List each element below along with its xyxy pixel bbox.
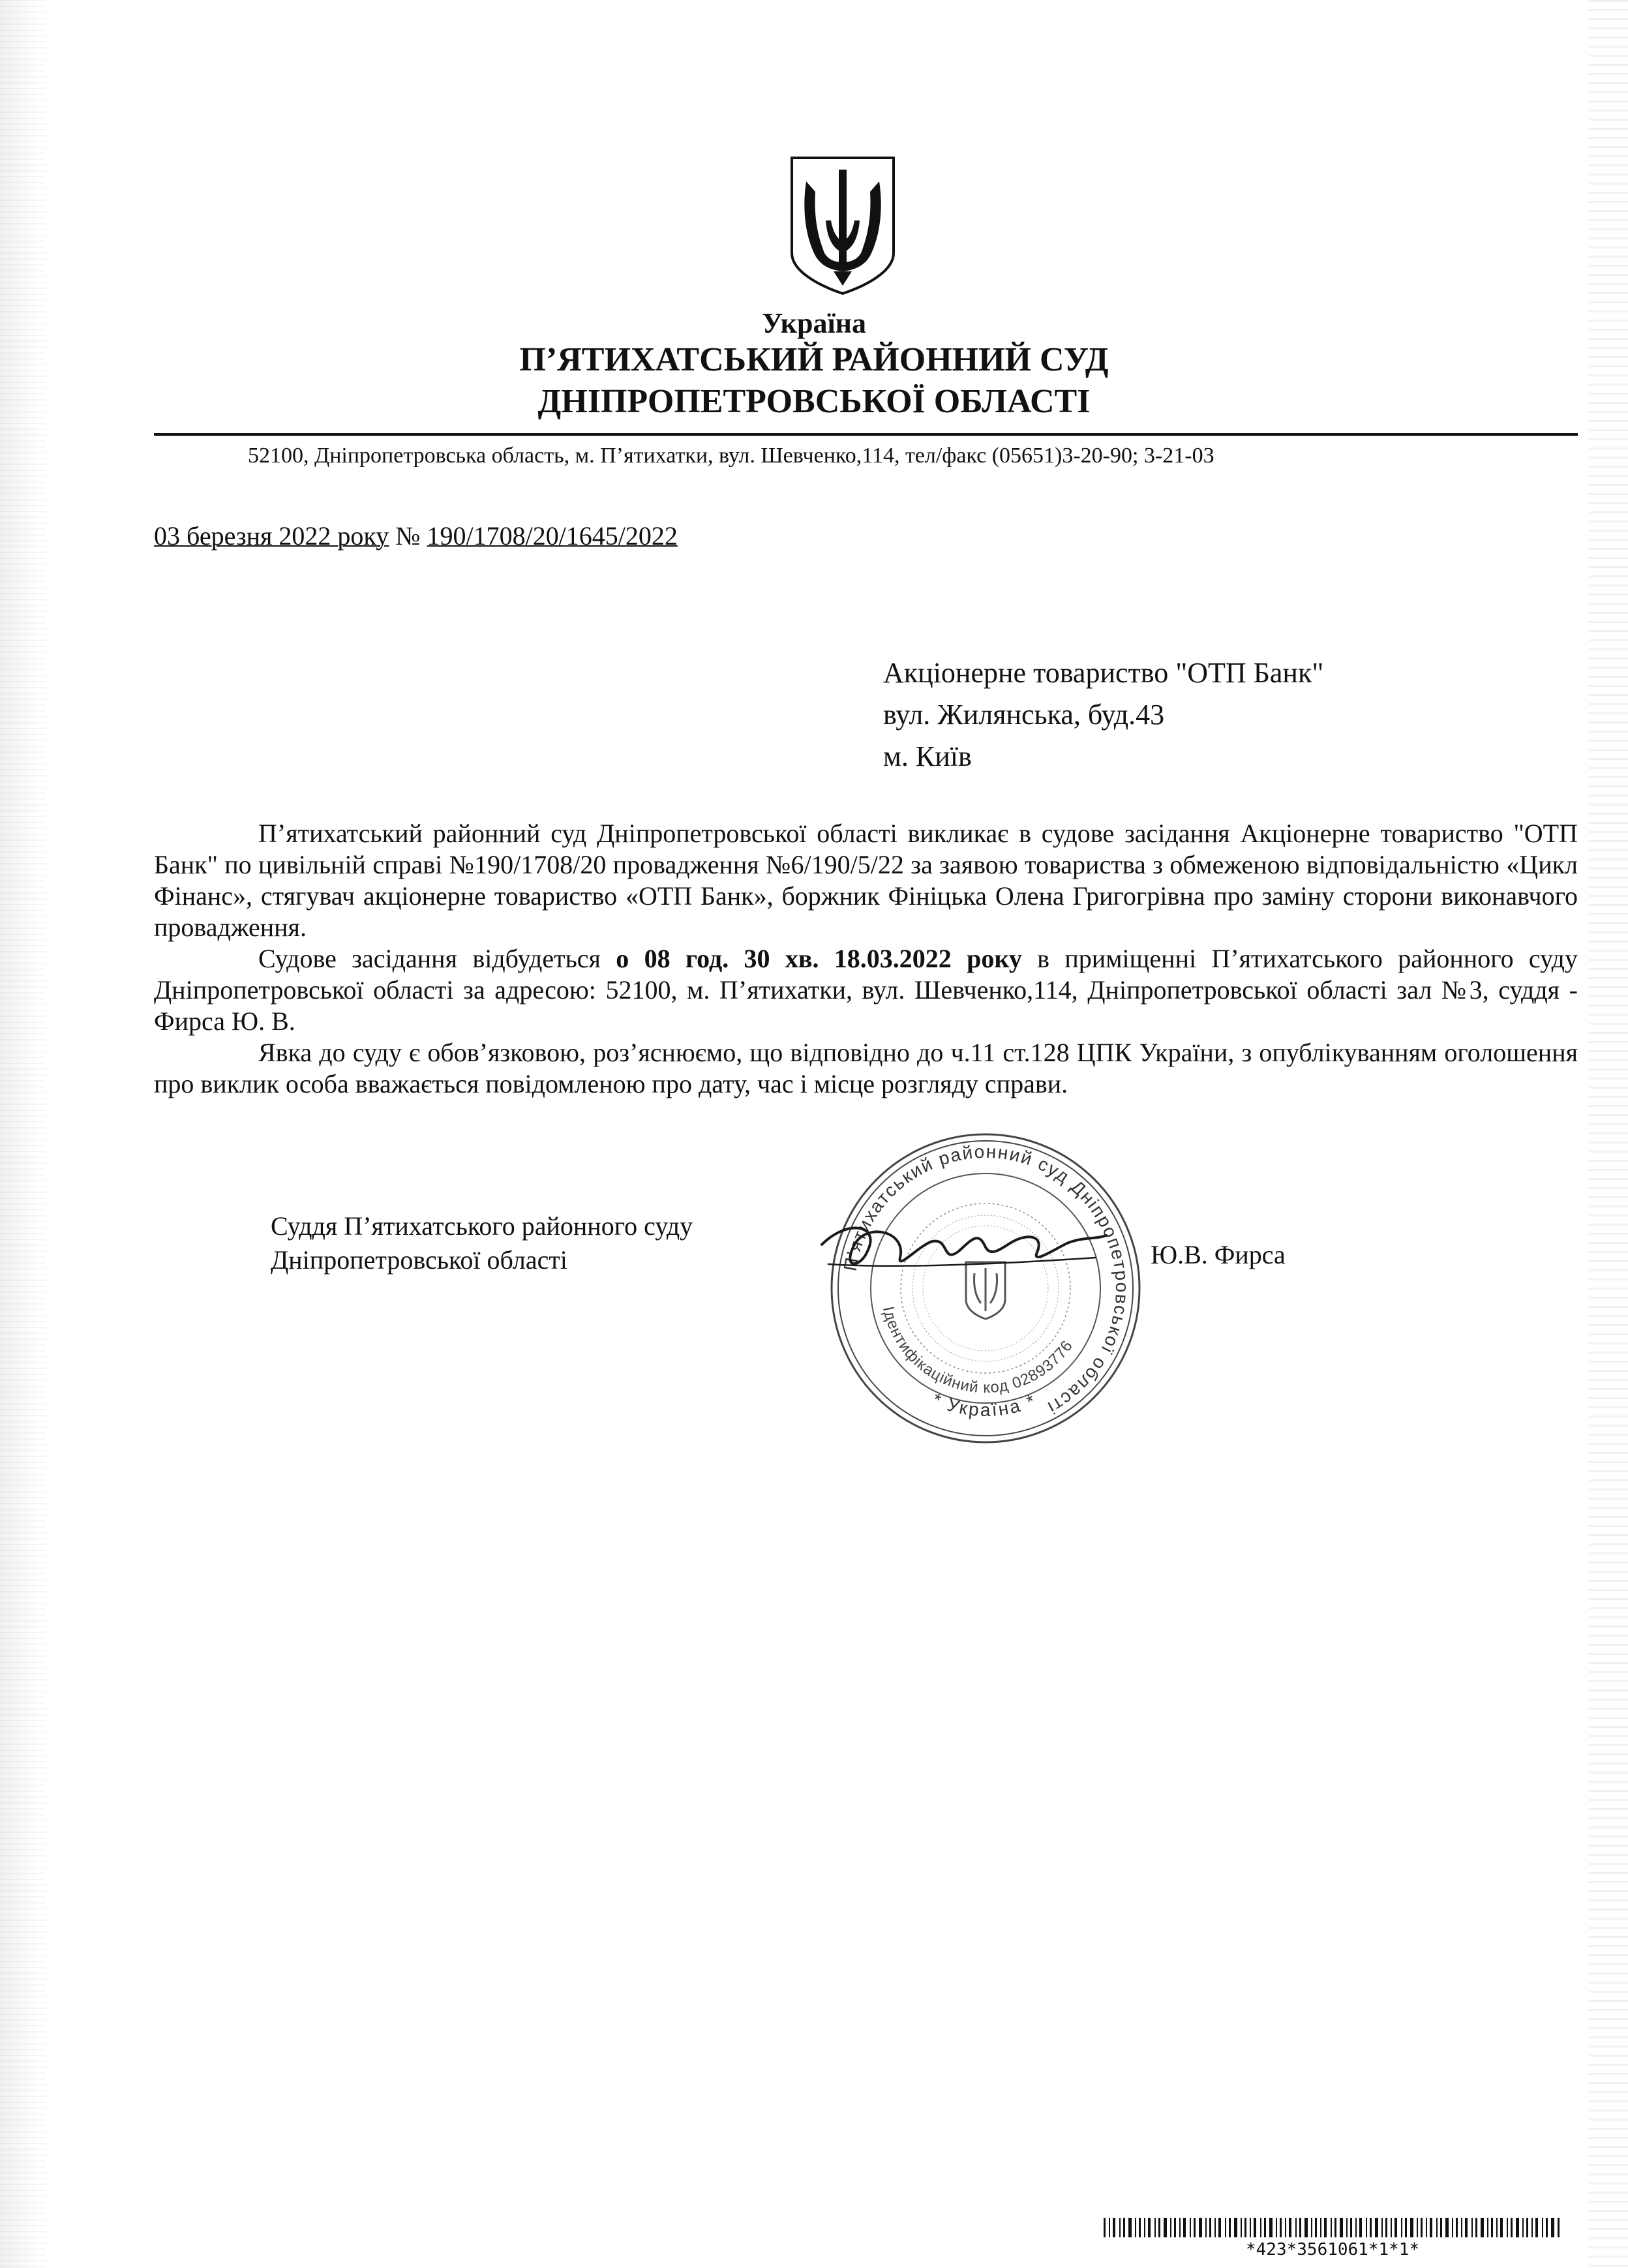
- stamp-inner-text: Ідентифікаційний код 02893776: [879, 1305, 1077, 1397]
- judge-name: Ю.В. Фирса: [1151, 1240, 1286, 1269]
- svg-text:Ідентифікаційний код 02893776: [879, 1305, 1077, 1397]
- recipient-block: [883, 652, 1323, 778]
- judge-title: [271, 1209, 693, 1277]
- hearing-datetime: о 08 год. 30 хв. 18.03.2022 року: [616, 944, 1022, 973]
- court-name: [0, 339, 1628, 423]
- document-reference: [154, 521, 678, 551]
- header-divider: [154, 433, 1578, 436]
- body-paragraph-1: П’ятихатський районний суд Дніпропетровської області викликає в судове засідання Акціонерне товариство "ОТП Банк" по цивільній справі №190/1708/20 провадження №6/190/5/22 за заявою товариства з обмеженою відповідальністю «Цикл Фінанс», стягувач акціонерне товариство «ОТП Банк», боржник Фініцька Олена Григогрівна про заміну сторони виконавчого провадження.: [154, 819, 1578, 942]
- court-seal-stamp: [827, 1130, 1144, 1447]
- court-name-line1: П’ЯТИХАТСЬКИЙ РАЙОННИЙ СУД: [519, 341, 1109, 378]
- body-paragraph-3: Явка до суду є обов’язковою, роз’яснюємо, що відповідно до ч.11 ст.128 ЦПК України, з опублікуванням оголошення про виклик особа вважається повідомленою про дату, час і місце розгляду справи.: [154, 1038, 1578, 1098]
- court-address: 52100, Дніпропетровська область, м. П’ятихатки, вул. Шевченко,114, тел/факс (05651)3-20-90; 3-21-03: [248, 444, 1214, 468]
- barcode-text: *423*3561061*1*1*: [1246, 2240, 1420, 2260]
- judge-signature: [809, 1205, 1115, 1284]
- body-paragraph-2: [154, 943, 1578, 1037]
- recipient-name: Акціонерне товариство "ОТП Банк": [883, 657, 1324, 689]
- country-name: Україна: [761, 307, 867, 339]
- stamp-outer-text: П’ятихатський районний суд Дніпропетровської області: [839, 1141, 1133, 1419]
- tryzub-icon: [788, 155, 897, 295]
- judge-title-line2: Дніпропетровської області: [271, 1245, 567, 1275]
- recipient-city: м. Київ: [883, 740, 972, 772]
- stamp-bottom-text: * Україна *: [929, 1389, 1040, 1421]
- reference-number-sign: №: [395, 521, 421, 551]
- barcode: [1104, 2218, 1560, 2237]
- recipient-street: вул. Жилянська, буд.43: [883, 699, 1165, 731]
- letter-body: [154, 818, 1578, 1100]
- paragraph-2-lead: Судове засідання відбудеться: [258, 944, 616, 973]
- judge-title-line1: Суддя П’ятихатського районного суду: [271, 1211, 693, 1241]
- court-name-line2: ДНІПРОПЕТРОВСЬКОЇ ОБЛАСТІ: [537, 383, 1091, 420]
- reference-number: 190/1708/20/1645/2022: [427, 521, 678, 551]
- reference-date: 03 березня 2022 року: [154, 521, 389, 551]
- paragraph-2-tail: в приміщенні П’ятихатського районного суду Дніпропетровської області за адресою: 52100, м. П’ятихатки, вул. Шевченко,114, Дніпропетровської області зал №3, суддя - Фирса Ю. В.: [154, 944, 1578, 1036]
